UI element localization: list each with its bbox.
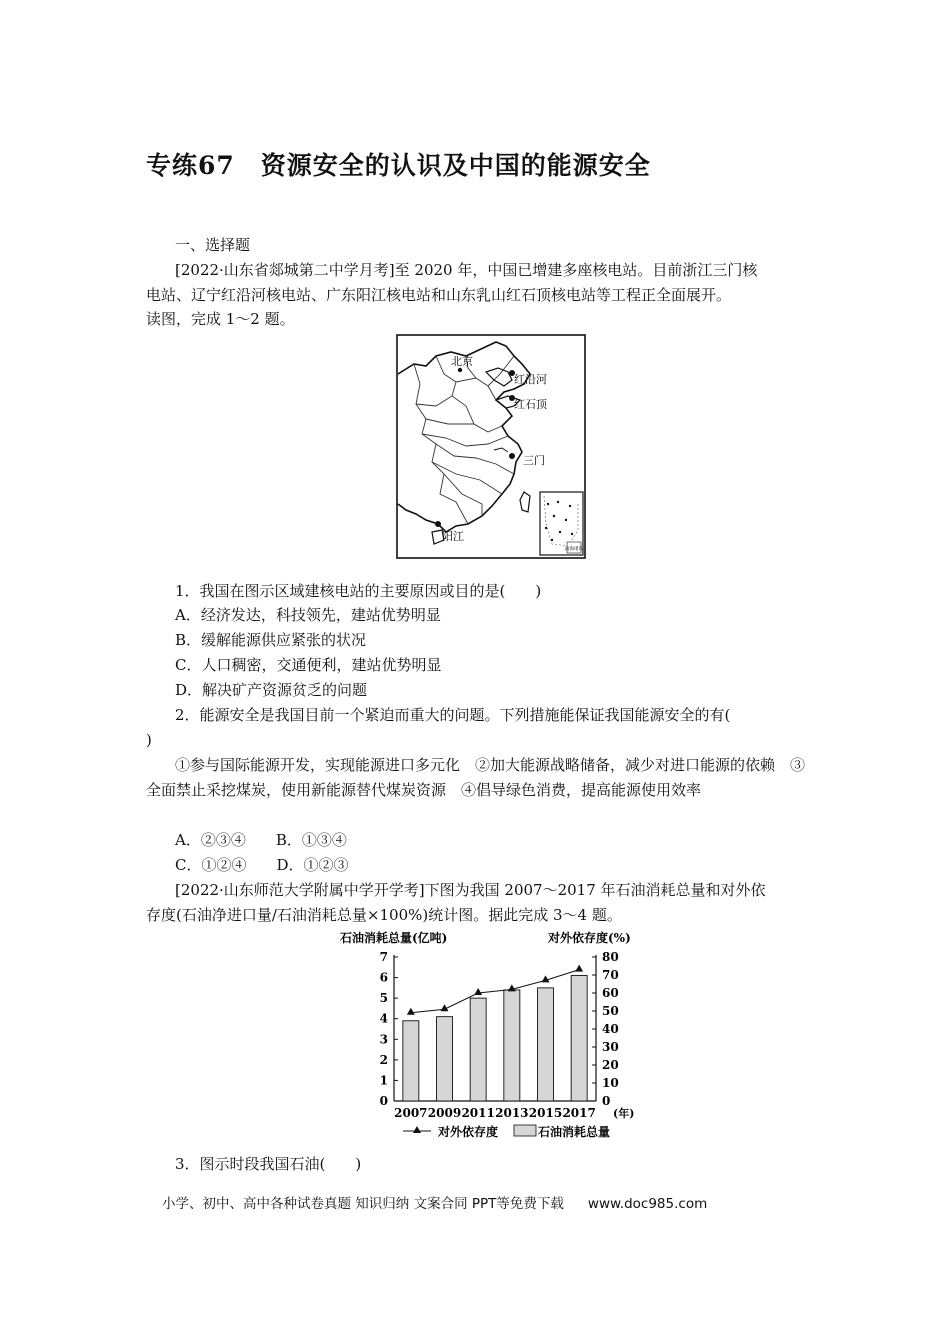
- left-tick-label: 7: [379, 950, 388, 964]
- x-tick-label: 2009: [427, 1106, 462, 1120]
- q3-stem: 3．图示时段我国石油( ): [175, 1155, 362, 1173]
- inset-label: 南海诸岛: [565, 547, 583, 552]
- q2-options-cd: C．①②④ D．①②③: [175, 856, 349, 874]
- map-label-beijing: 北京: [451, 355, 473, 368]
- plant-marker-yangjiang: [435, 521, 441, 527]
- footer: [162, 1192, 707, 1212]
- map-label-yangjiang: 阳江: [442, 530, 464, 543]
- left-tick-label: 4: [379, 1011, 388, 1026]
- right-tick-label: 30: [602, 1040, 619, 1054]
- right-tick-label: 70: [602, 968, 619, 982]
- right-tick-label: 80: [602, 950, 619, 964]
- dependency-point: [542, 975, 550, 982]
- q1-option-b: B．缓解能源供应紧张的状况: [175, 631, 367, 649]
- bar-oil-consumption: [403, 1021, 419, 1101]
- dependency-point: [474, 988, 482, 995]
- oil-consumption-chart: [330, 926, 660, 1146]
- right-tick-label: 50: [602, 1004, 619, 1018]
- legend-line-label: 对外依存度: [438, 1125, 499, 1139]
- q2-options-ab: A．②③④ B．①③④: [175, 831, 347, 849]
- x-tick-label: 2015: [528, 1106, 563, 1120]
- intro1-line3: 读图，完成 1～2 题。: [146, 310, 295, 328]
- right-axis-title: 对外依存度(%): [548, 931, 631, 945]
- q2-statements: ①参与国际能源开发，实现能源进口多元化 ②加大能源战略储备，减少对进口能源的依赖 ③全面禁止采挖煤炭，使用新能源替代煤炭资源 ④倡导绿色消费，提高能源使用效率: [146, 756, 806, 799]
- footer-url[interactable]: www.doc985.com: [587, 1196, 708, 1212]
- left-tick-label: 5: [379, 991, 388, 1006]
- intro1-line2: 电站、辽宁红沿河核电站、广东阳江核电站和山东乳山红石顶核电站等工程正全面展开。: [146, 286, 732, 304]
- right-tick-label: 60: [602, 986, 619, 1000]
- footer-text: 小学、初中、高中各种试卷真题 知识归纳 文案合同 PPT等免费下载: [162, 1196, 564, 1212]
- q1-option-c: C．人口稠密，交通便利，建站优势明显: [175, 656, 442, 674]
- x-tick-label: 2013: [495, 1106, 529, 1120]
- intro2-line2: 存度(石油净进口量/石油消耗总量×100%)统计图。据此完成 3～4 题。: [146, 906, 622, 924]
- plant-marker-sanmen: [509, 453, 515, 459]
- q1-option-d: D．解决矿产资源贫乏的问题: [175, 681, 368, 699]
- q1-stem: 1．我国在图示区域建核电站的主要原因或目的是( ): [175, 582, 542, 600]
- x-axis-unit: (年): [613, 1107, 635, 1120]
- page-title: 专练67 资源安全的认识及中国的能源安全: [146, 151, 651, 180]
- left-tick-label: 1: [379, 1073, 388, 1088]
- map-label-hongyanhe: 红沿河: [514, 373, 547, 386]
- left-tick-label: 3: [379, 1032, 388, 1047]
- dependency-point: [407, 1008, 415, 1015]
- right-tick-label: 10: [602, 1076, 619, 1090]
- bar-oil-consumption: [470, 998, 486, 1101]
- bar-oil-consumption: [571, 976, 587, 1101]
- right-tick-label: 40: [602, 1022, 619, 1036]
- legend-line-marker: [413, 1126, 421, 1133]
- map-label-hongshiding: 红石顶: [514, 398, 547, 411]
- left-axis-title: 石油消耗总量(亿吨): [340, 931, 448, 945]
- map-label-sanmen: 三门: [523, 454, 545, 467]
- bar-oil-consumption: [437, 1017, 453, 1101]
- x-tick-label: 2017: [562, 1106, 596, 1120]
- right-tick-label: 20: [602, 1058, 619, 1072]
- section-heading: 一、选择题: [175, 236, 251, 254]
- left-tick-label: 6: [379, 970, 388, 985]
- q1-option-a: A．经济发达，科技领先，建站优势明显: [175, 606, 441, 624]
- intro2-line1: [2022·山东师范大学附属中学开学考]下图为我国 2007～2017 年石油消耗总量和对外依: [175, 881, 766, 899]
- legend-bar-swatch: [514, 1125, 536, 1136]
- bar-oil-consumption: [504, 990, 520, 1101]
- dependency-point: [575, 965, 583, 972]
- x-tick-label: 2011: [461, 1106, 495, 1120]
- q2-stem-line1: 2．能源安全是我国目前一个紧迫而重大的问题。下列措施能保证我国能源安全的有(: [175, 706, 731, 724]
- nuclear-plant-map: [396, 334, 586, 559]
- left-tick-label: 2: [379, 1052, 388, 1067]
- bar-oil-consumption: [538, 988, 554, 1101]
- right-tick-label: 0: [602, 1094, 611, 1108]
- legend-bar-label: 石油消耗总量: [538, 1125, 611, 1139]
- left-tick-label: 0: [379, 1094, 388, 1108]
- q2-stem-line2: ): [146, 731, 152, 749]
- x-tick-label: 2007: [394, 1106, 428, 1120]
- dependency-point: [508, 984, 516, 991]
- intro1-line1: [2022·山东省郯城第二中学月考]至 2020 年，中国已增建多座核电站。目前浙江三门核: [175, 261, 758, 279]
